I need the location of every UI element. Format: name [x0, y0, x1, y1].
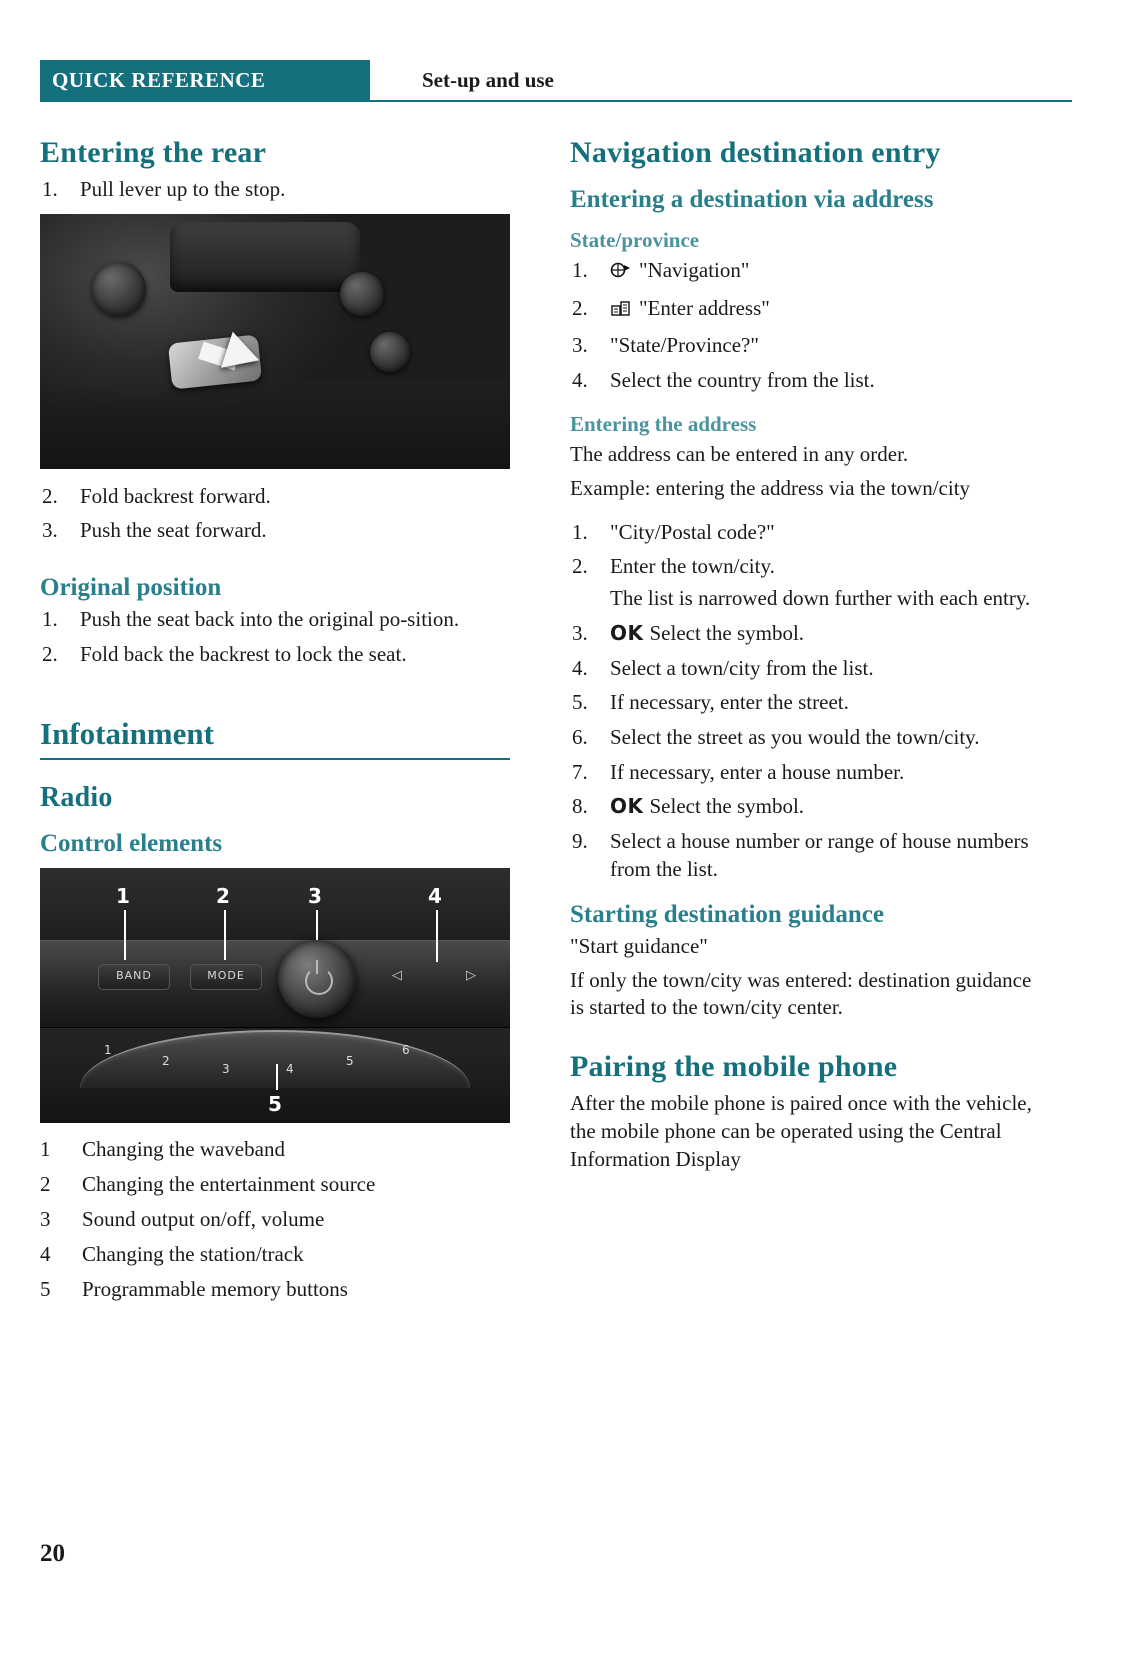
preset-number: 1: [104, 1042, 112, 1057]
entering-rear-heading: Entering the rear: [40, 136, 267, 169]
list-item: If necessary, enter the street.: [610, 690, 849, 715]
step-text: Select the symbol.: [649, 794, 805, 819]
ok-symbol-icon: OK: [610, 794, 644, 819]
pairing-paragraph: After the mobile phone is paired once with the vehicle, the mobile phone can be operated using the Central Information Display: [570, 1091, 1032, 1172]
next-track-icon: ▷: [466, 967, 476, 983]
address-paragraph-2: Example: entering the address via the town/city: [570, 475, 971, 500]
list-item: Select the street as you would the town/city.: [610, 725, 980, 750]
original-position-steps: [40, 606, 510, 668]
table-row: [40, 1172, 375, 1207]
entering-rear-steps: [40, 176, 510, 204]
entering-address-steps: [570, 519, 1040, 884]
radio-heading: Radio: [40, 781, 113, 813]
callout-label-4: 4: [428, 883, 442, 908]
callout-line: [224, 910, 226, 960]
entering-address-heading: Entering the address: [570, 411, 757, 436]
seat-dial-icon: [340, 272, 384, 316]
list-item: [570, 295, 1040, 326]
preset-number: 2: [162, 1053, 170, 1068]
legend-number: 1: [40, 1136, 51, 1161]
callout-line: [316, 910, 318, 940]
guidance-paragraph-2: If only the town/city was entered: destination guidance is started to the town/city center.: [570, 967, 1032, 1020]
list-item: [570, 257, 1040, 288]
list-item: [570, 553, 1040, 612]
table-row: [40, 1277, 375, 1312]
infotainment-heading: Infotainment: [40, 716, 510, 760]
control-elements-heading: Control elements: [40, 829, 223, 857]
callout-label-2: 2: [216, 883, 230, 908]
header-section-title: Set-up and use: [422, 68, 554, 92]
legend-text: Changing the entertainment source: [82, 1171, 376, 1196]
pairing-mobile-phone-heading: Pairing the mobile phone: [570, 1050, 898, 1084]
step-text: Enter the town/city.: [610, 554, 775, 579]
state-province-heading: State/province: [570, 228, 700, 252]
list-item: Push the seat back into the original po-sition.: [80, 607, 460, 632]
step-text: "Enter address": [639, 295, 770, 320]
original-position-heading: Original position: [40, 574, 222, 602]
list-item: Select a house number or range of house numbers from the list.: [610, 829, 1029, 881]
step-text: "City/Postal code?": [610, 519, 775, 544]
starting-destination-guidance-heading: Starting destination guidance: [570, 900, 884, 928]
quick-reference-tab: QUICK REFERENCE: [40, 60, 370, 100]
band-button-image: BAND: [98, 964, 170, 990]
legend-text: Programmable memory buttons: [82, 1277, 348, 1302]
list-item: [570, 519, 1040, 547]
seat-lever-photo: [40, 214, 510, 469]
navigation-heading: Navigation destination entry: [570, 136, 941, 169]
right-column: [570, 136, 1040, 1180]
legend-number: 4: [40, 1242, 51, 1267]
preset-number: 3: [222, 1061, 230, 1076]
state-province-steps: [570, 257, 1040, 395]
callout-line: [124, 910, 126, 960]
list-item: Select a town/city from the list.: [610, 655, 874, 680]
table-row: [40, 1207, 375, 1242]
volume-knob-image: [278, 940, 356, 1018]
preset-number: 4: [286, 1061, 294, 1076]
guidance-paragraph-1: "Start guidance": [570, 933, 708, 958]
navigation-globe-icon: [610, 260, 632, 288]
ok-symbol-icon: OK: [610, 620, 644, 645]
list-item: [570, 620, 1040, 648]
entering-rear-steps-cont: [40, 483, 510, 545]
seat-dial-icon: [92, 262, 146, 316]
radio-control-panel-photo: [40, 868, 510, 1123]
page-number: 20: [40, 1540, 65, 1567]
legend-text: Sound output on/off, volume: [82, 1206, 325, 1231]
preset-number: 6: [402, 1042, 410, 1057]
list-item: Select the country from the list.: [610, 368, 875, 393]
seat-dial-icon: [370, 332, 410, 372]
callout-label-3: 3: [308, 883, 322, 908]
callout-line: [436, 910, 438, 962]
radio-legend-table: [40, 1137, 375, 1313]
legend-text: Changing the station/track: [82, 1242, 304, 1267]
legend-number: 5: [40, 1277, 51, 1302]
entering-destination-via-address-heading: Entering a destination via address: [570, 186, 934, 213]
header-divider: [40, 100, 1072, 102]
legend-number: 2: [40, 1171, 51, 1196]
list-item: "State/Province?": [610, 333, 759, 358]
seat-base-shape: [40, 379, 510, 469]
callout-line: [276, 1064, 278, 1090]
list-item: If necessary, enter a house number.: [610, 759, 905, 784]
mode-button-image: MODE: [190, 964, 262, 990]
callout-label-5: 5: [268, 1091, 282, 1116]
legend-text: Changing the waveband: [82, 1136, 285, 1161]
step-subtext: The list is narrowed down further with each entry.: [610, 586, 1031, 611]
step-text: "Navigation": [639, 258, 750, 282]
table-row: [40, 1137, 375, 1172]
table-row: [40, 1242, 375, 1277]
address-paragraph-1: The address can be entered in any order.: [570, 441, 909, 466]
callout-label-1: 1: [116, 883, 130, 908]
list-item: [570, 793, 1040, 821]
left-column: [40, 136, 510, 1313]
page-header: [40, 60, 1072, 104]
legend-number: 3: [40, 1206, 51, 1231]
previous-track-icon: ◁: [392, 967, 402, 983]
list-item: Fold back the backrest to lock the seat.: [80, 641, 407, 666]
list-item: Push the seat forward.: [80, 518, 267, 543]
headrest-shape: [170, 222, 360, 292]
list-item: Pull lever up to the stop.: [80, 177, 286, 201]
address-building-icon: [610, 298, 632, 326]
step-text: Select the symbol.: [649, 620, 805, 645]
preset-number: 5: [346, 1053, 354, 1068]
list-item: Fold backrest forward.: [80, 483, 271, 508]
